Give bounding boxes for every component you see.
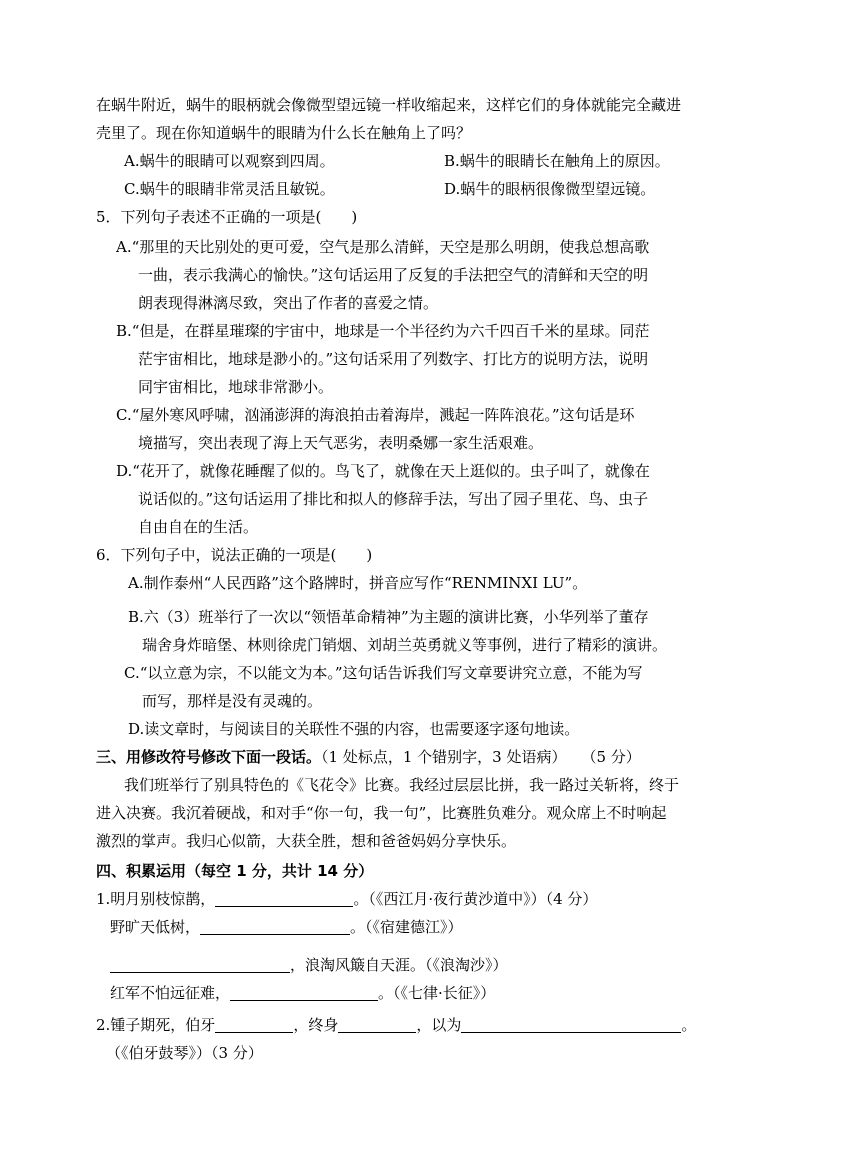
s4-q1-c-source: ，浪淘风簸自天涯。（《浪淘沙》） (290, 956, 508, 974)
s4-q2-mid-2: ，以为 (416, 1016, 462, 1034)
intro-line-1: 在蜗牛附近，蜗牛的眼柄就会像微型望远镜一样收缩起来，这样它们的身体就能完全藏进 (96, 96, 682, 114)
s4-q1-line-1 (96, 888, 597, 910)
section-3-heading-row (96, 746, 641, 768)
s4-q1-b-source: 。（《宿建德江》） (350, 918, 463, 936)
s4-q1-a-prompt: 1.明月别枝惊鹊， (96, 890, 216, 908)
q5-option-a-line-3: 朗表现得淋漓尽致，突出了作者的喜爱之情。 (138, 294, 439, 312)
q4-option-d: D.蜗牛的眼柄很像微型望远镜。 (444, 180, 656, 198)
section-3-note: （1 处标点，1 个错别字，3 处语病） （5 分） (321, 748, 641, 766)
intro-line-2: 壳里了。现在你知道蜗牛的眼睛为什么长在触角上了吗？ (96, 124, 472, 142)
q5-option-b-line-2: 茫宇宙相比，地球是渺小的。”这句话采用了列数字、打比方的说明方法，说明 (138, 350, 649, 368)
s4-q1-d-source: 。（《七律·长征》） (378, 984, 496, 1002)
q6-stem: 6．下列句子中，说法正确的一项是( ) (96, 546, 373, 564)
q6-option-b-line-1: B.六（3）班举行了一次以“领悟革命精神”为主题的演讲比赛，小华列举了董存 (128, 608, 649, 626)
s4-q1-line-2 (110, 916, 463, 938)
q5-option-b-line-1: B.“但是，在群星璀璨的宇宙中，地球是一个半径约为六千四百千米的星球。同茫 (116, 322, 650, 340)
q5-option-c-line-2: 境描写，突出表现了海上天气恶劣，表明桑娜一家生活艰难。 (138, 434, 544, 452)
q5-option-b-line-3: 同宇宙相比，地球非常渺小。 (138, 378, 334, 396)
answer-blank[interactable] (215, 890, 353, 907)
answer-blank[interactable] (230, 984, 378, 1001)
s4-q1-line-3 (110, 954, 508, 976)
q6-option-b-line-2: 瑞舍身炸暗堡、林则徐虎门销烟、刘胡兰英勇就义等事例，进行了精彩的演讲。 (142, 636, 668, 654)
section-3-paragraph-line-3: 激烈的掌声。我归心似箭，大获全胜，想和爸爸妈妈分享快乐。 (96, 832, 517, 850)
section-3-paragraph-line-1: 我们班举行了别具特色的《飞花令》比赛。我经过层层比拼，我一路过关斩将，终于 (124, 776, 680, 794)
s4-q2-mid-1: ，终身 (293, 1016, 339, 1034)
s4-q1-b-prompt: 野旷天低树， (110, 918, 201, 936)
q6-option-c-line-1: C.“以立意为宗，不以能文为本。”这句话告诉我们写文章要讲究立意，不能为写 (124, 664, 643, 682)
q5-option-a-line-1: A.“那里的天比别处的更可爱，空气是那么清鲜，天空是那么明朗，使我总想高歌 (116, 238, 650, 256)
s4-q2-source: （《伯牙鼓琴》）（3 分） (106, 1044, 263, 1062)
answer-blank[interactable] (215, 1016, 293, 1033)
q5-option-d-line-3: 自由自在的生活。 (138, 518, 259, 536)
q6-option-a: A.制作泰州“人民西路”这个路牌时，拼音应写作“RENMINXI LU”。 (128, 574, 588, 592)
answer-blank[interactable] (338, 1016, 416, 1033)
section-3-heading: 三、用修改符号修改下面一段话。 (96, 748, 322, 766)
q5-option-d-line-2: 说话似的。”这句话运用了排比和拟人的修辞手法，写出了园子里花、鸟、虫子 (138, 490, 649, 508)
q4-option-b: B.蜗牛的眼睛长在触角上的原因。 (444, 152, 670, 170)
q6-option-d: D.读文章时，与阅读目的关联性不强的内容，也需要逐字逐句地读。 (128, 720, 580, 738)
q6-option-c-line-2: 而写，那样是没有灵魂的。 (142, 692, 323, 710)
section-4-heading: 四、积累运用（每空 1 分，共计 14 分） (96, 862, 374, 880)
answer-blank[interactable] (110, 956, 290, 973)
q4-option-a: A.蜗牛的眼睛可以观察到四周。 (124, 152, 335, 170)
s4-q2-end: 。 (681, 1016, 697, 1034)
s4-q2-line-1 (96, 1014, 696, 1036)
q5-stem: 5．下列句子表述不正确的一项是( ) (96, 208, 358, 226)
section-3-paragraph-line-2: 进入决赛。我沉着硬战，和对手“你一句，我一句”，比赛胜负难分。观众席上不时响起 (96, 804, 667, 822)
q5-option-d-line-1: D.“花开了，就像花睡醒了似的。鸟飞了，就像在天上逛似的。虫子叫了，就像在 (116, 462, 650, 480)
answer-blank[interactable] (461, 1016, 681, 1033)
q5-option-c-line-1: C.“屋外寒风呼啸，汹涌澎湃的海浪拍击着海岸，溅起一阵阵浪花。”这句话是环 (116, 406, 635, 424)
answer-blank[interactable] (200, 918, 350, 935)
s4-q1-line-4 (110, 982, 495, 1004)
s4-q1-d-prompt: 红军不怕远征难， (110, 984, 231, 1002)
q5-option-a-line-2: 一曲，表示我满心的愉快。”这句话运用了反复的手法把空气的清鲜和天空的明 (138, 266, 649, 284)
s4-q1-a-source: 。（《西江月·夜行黄沙道中》）（4 分） (353, 890, 598, 908)
q4-option-c: C.蜗牛的眼睛非常灵活且敏锐。 (124, 180, 335, 198)
s4-q2-prompt: 2.锺子期死，伯牙 (96, 1016, 216, 1034)
